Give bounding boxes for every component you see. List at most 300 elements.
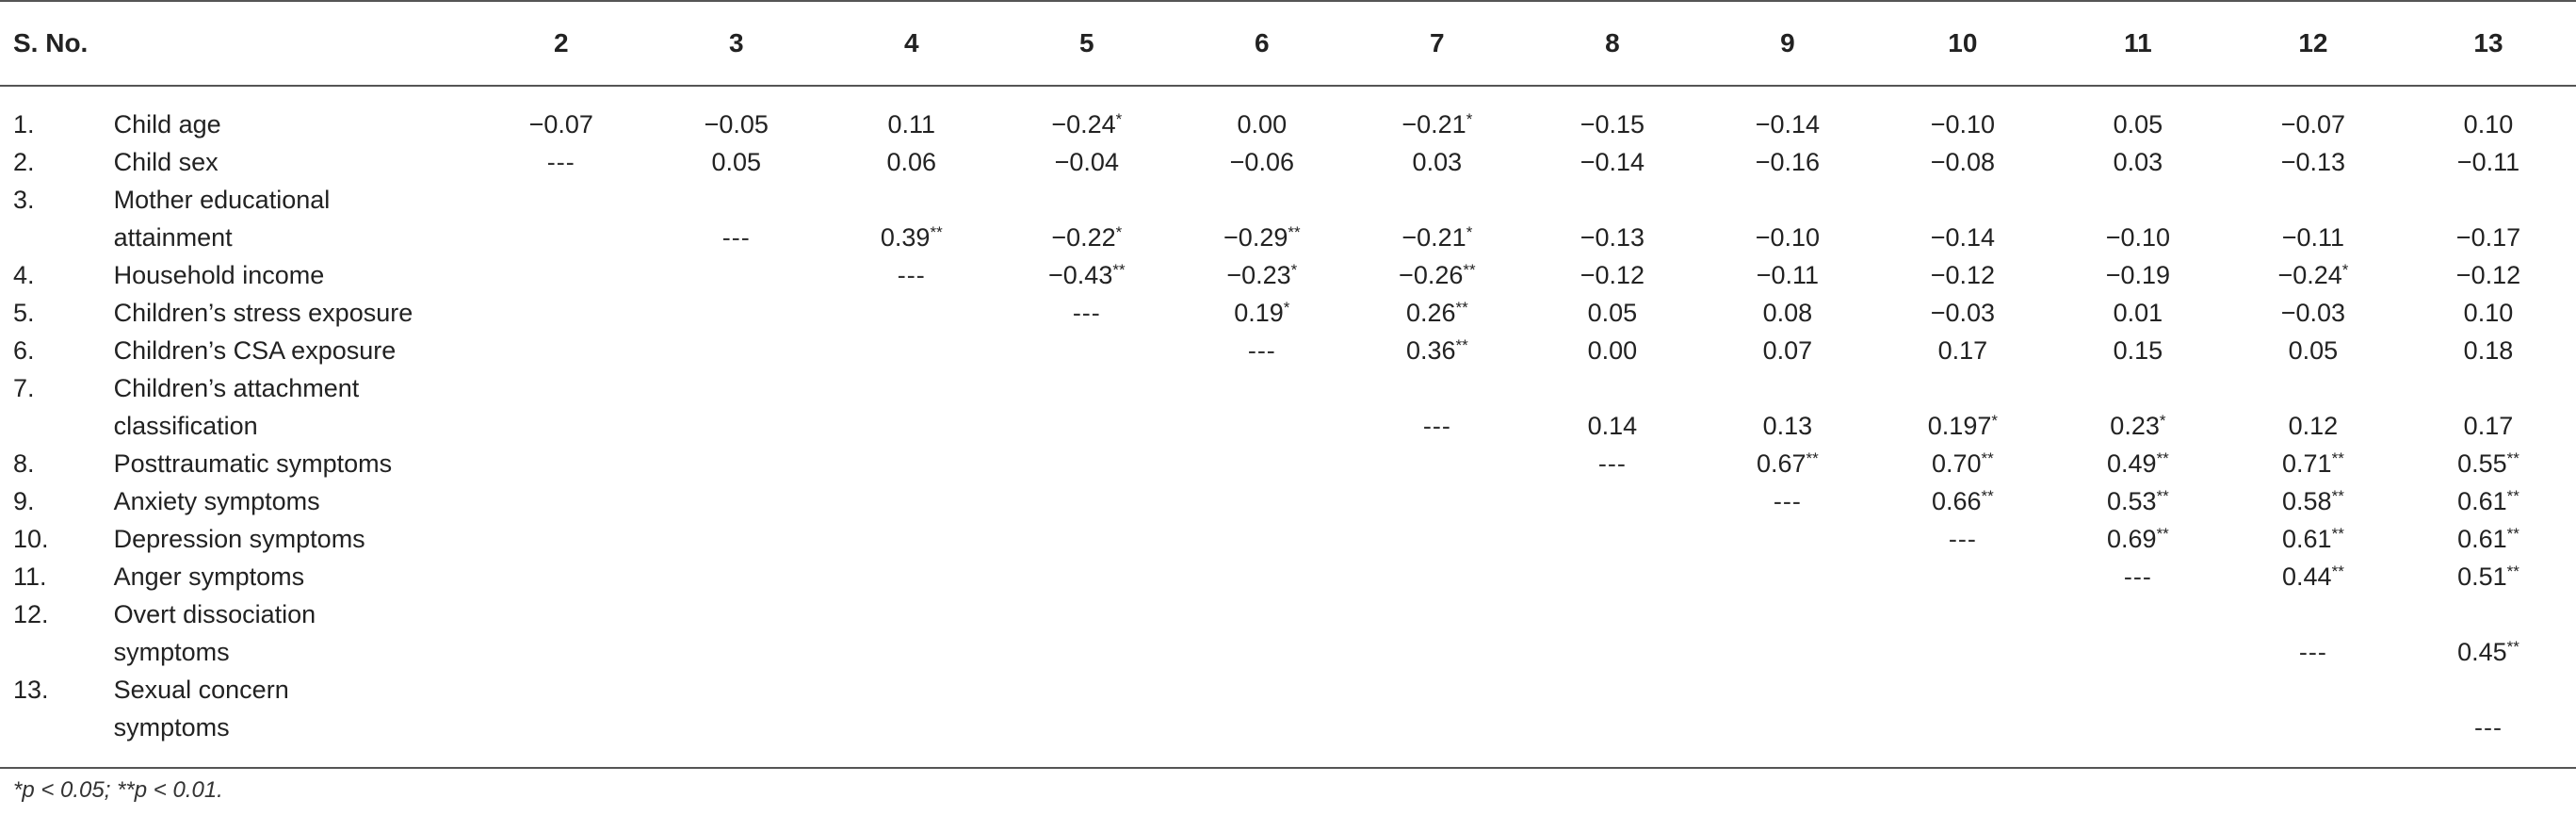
empty-cell bbox=[999, 595, 1175, 633]
empty-cell bbox=[649, 407, 824, 445]
empty-cell bbox=[1700, 181, 1875, 219]
spacer-cell bbox=[0, 86, 2576, 106]
diagonal-dash: --- bbox=[897, 261, 926, 289]
empty-cell bbox=[1175, 407, 1350, 445]
row-number: 3. bbox=[13, 186, 35, 214]
row-number: 13. bbox=[13, 676, 49, 704]
row-variable-label: Depression symptoms bbox=[113, 525, 365, 553]
empty-cell bbox=[1350, 671, 1525, 709]
correlation-value bbox=[2401, 106, 2576, 143]
empty-cell bbox=[1175, 181, 1350, 219]
empty-cell bbox=[1875, 181, 2050, 219]
empty-cell bbox=[999, 709, 1175, 746]
correlation-value bbox=[1350, 219, 1525, 256]
row-variable-label: Posttraumatic symptoms bbox=[113, 449, 393, 478]
row-number bbox=[0, 633, 103, 671]
empty-cell bbox=[999, 482, 1175, 520]
empty-cell bbox=[474, 445, 649, 482]
correlation-value bbox=[1700, 106, 1875, 143]
diagonal-dash: --- bbox=[721, 223, 751, 252]
correlation-value bbox=[1700, 143, 1875, 181]
significance-marker: ** bbox=[2506, 487, 2519, 505]
significance-marker: * bbox=[1466, 223, 1473, 241]
empty-cell bbox=[2401, 369, 2576, 407]
value-number: −0.10 bbox=[1755, 223, 1821, 252]
correlation-value bbox=[1525, 332, 1700, 369]
empty-cell bbox=[474, 369, 649, 407]
value-number: −0.03 bbox=[1930, 299, 1996, 327]
value-number: −0.17 bbox=[2455, 223, 2521, 252]
table-row bbox=[0, 407, 2576, 445]
row-number: 9. bbox=[13, 487, 35, 515]
significance-marker: ** bbox=[1981, 487, 1994, 505]
value-number: 0.61 bbox=[2457, 487, 2507, 515]
empty-cell bbox=[824, 181, 999, 219]
row-variable-label: Children’s CSA exposure bbox=[113, 336, 397, 365]
correlation-value bbox=[1700, 407, 1875, 445]
empty-cell bbox=[1875, 595, 2050, 633]
empty-cell bbox=[474, 671, 649, 709]
diagonal-dash: --- bbox=[2298, 638, 2327, 666]
value-number: −0.13 bbox=[2280, 148, 2346, 176]
value-number: −0.16 bbox=[1755, 148, 1821, 176]
empty-cell bbox=[999, 633, 1175, 671]
significance-marker: ** bbox=[2506, 525, 2519, 543]
value-number: 0.17 bbox=[2463, 412, 2514, 440]
correlation-value bbox=[649, 143, 824, 181]
significance-marker: ** bbox=[2506, 449, 2519, 467]
empty-cell bbox=[1175, 558, 1350, 595]
empty-cell bbox=[649, 595, 824, 633]
empty-cell bbox=[999, 520, 1175, 558]
empty-cell bbox=[1525, 520, 1700, 558]
row-number: 8. bbox=[13, 449, 35, 478]
significance-marker: ** bbox=[1112, 261, 1126, 279]
correlation-value bbox=[1350, 143, 1525, 181]
empty-cell bbox=[1350, 369, 1525, 407]
value-number: 0.26 bbox=[1405, 299, 1456, 327]
empty-cell bbox=[824, 595, 999, 633]
header-col: 8 bbox=[1525, 1, 1700, 86]
correlation-value bbox=[2050, 332, 2226, 369]
empty-cell bbox=[1525, 671, 1700, 709]
value-number: 0.06 bbox=[886, 148, 937, 176]
row-number: 6. bbox=[13, 336, 35, 365]
empty-cell bbox=[1525, 181, 1700, 219]
empty-cell bbox=[649, 256, 824, 294]
empty-cell bbox=[2401, 181, 2576, 219]
table-spacer-row bbox=[0, 86, 2576, 106]
value-number: 0.55 bbox=[2457, 449, 2507, 478]
row-variable-label: symptoms bbox=[113, 638, 230, 666]
value-number: −0.23 bbox=[1226, 261, 1291, 289]
empty-cell bbox=[1175, 709, 1350, 746]
correlation-value bbox=[2401, 219, 2576, 256]
empty-cell bbox=[474, 633, 649, 671]
significance-marker: ** bbox=[2156, 487, 2169, 505]
value-number: 0.51 bbox=[2457, 562, 2507, 591]
correlation-value bbox=[1875, 143, 2050, 181]
correlation-value bbox=[2226, 256, 2401, 294]
empty-cell bbox=[2401, 595, 2576, 633]
empty-cell bbox=[474, 595, 649, 633]
empty-cell bbox=[999, 181, 1175, 219]
significance-marker: ** bbox=[1981, 449, 1994, 467]
correlation-value bbox=[2050, 219, 2226, 256]
header-col: 7 bbox=[1350, 1, 1525, 86]
value-number: −0.08 bbox=[1930, 148, 1996, 176]
empty-cell bbox=[649, 445, 824, 482]
empty-cell bbox=[1175, 671, 1350, 709]
value-number: 0.17 bbox=[1937, 336, 1988, 365]
empty-cell bbox=[1700, 520, 1875, 558]
row-number: 11. bbox=[13, 562, 47, 591]
correlation-value bbox=[1875, 106, 2050, 143]
significance-marker: ** bbox=[1463, 261, 1476, 279]
diagonal-dash: --- bbox=[1422, 412, 1451, 440]
empty-cell bbox=[649, 671, 824, 709]
table-row bbox=[0, 369, 2576, 407]
empty-cell bbox=[2226, 709, 2401, 746]
row-variable-label: Child sex bbox=[113, 148, 219, 176]
table-bottom-rule bbox=[0, 746, 2576, 768]
empty-cell bbox=[824, 709, 999, 746]
correlation-value bbox=[999, 256, 1175, 294]
value-number: −0.07 bbox=[2280, 110, 2346, 139]
row-variable-label: attainment bbox=[113, 223, 233, 252]
diagonal-dash: --- bbox=[2123, 562, 2152, 591]
empty-cell bbox=[649, 520, 824, 558]
header-col: 13 bbox=[2401, 1, 2576, 86]
empty-cell bbox=[1350, 181, 1525, 219]
correlation-value bbox=[1700, 332, 1875, 369]
empty-cell bbox=[2050, 709, 2226, 746]
correlation-value bbox=[2401, 143, 2576, 181]
correlation-value bbox=[1350, 106, 1525, 143]
correlation-value bbox=[2401, 482, 2576, 520]
value-number: −0.11 bbox=[2281, 223, 2345, 252]
value-number: −0.07 bbox=[528, 110, 593, 139]
row-number bbox=[0, 407, 103, 445]
significance-marker: * bbox=[1283, 299, 1290, 317]
significance-marker: ** bbox=[1288, 223, 1301, 241]
correlation-value bbox=[1175, 106, 1350, 143]
empty-cell bbox=[1175, 595, 1350, 633]
empty-cell bbox=[2401, 671, 2576, 709]
diagonal-dash: --- bbox=[1247, 336, 1276, 365]
empty-cell bbox=[999, 558, 1175, 595]
row-variable-label: Anger symptoms bbox=[113, 562, 305, 591]
correlation-value bbox=[1875, 256, 2050, 294]
empty-cell bbox=[1875, 558, 2050, 595]
correlation-value bbox=[2050, 143, 2226, 181]
value-number: 0.71 bbox=[2282, 449, 2332, 478]
value-number: −0.24 bbox=[1051, 110, 1116, 139]
table-row bbox=[0, 520, 2576, 558]
correlation-value bbox=[2226, 520, 2401, 558]
empty-cell bbox=[649, 294, 824, 332]
header-col: 5 bbox=[999, 1, 1175, 86]
correlation-value bbox=[2050, 445, 2226, 482]
value-number: −0.11 bbox=[2456, 148, 2520, 176]
empty-cell bbox=[474, 256, 649, 294]
table-row bbox=[0, 558, 2576, 595]
correlation-value bbox=[2226, 445, 2401, 482]
value-number: −0.24 bbox=[2277, 261, 2342, 289]
row-variable-label: Overt dissociation bbox=[113, 600, 316, 628]
correlation-value bbox=[2401, 407, 2576, 445]
empty-cell bbox=[649, 558, 824, 595]
value-number: 0.67 bbox=[1756, 449, 1806, 478]
empty-cell bbox=[474, 181, 649, 219]
table-row bbox=[0, 106, 2576, 143]
value-number: 0.197 bbox=[1927, 412, 1992, 440]
correlation-value bbox=[1700, 219, 1875, 256]
empty-cell bbox=[474, 482, 649, 520]
row-number: 12. bbox=[13, 600, 49, 628]
table-row bbox=[0, 633, 2576, 671]
significance-marker: * bbox=[1290, 261, 1298, 279]
correlation-value bbox=[1350, 256, 1525, 294]
correlation-value bbox=[2401, 520, 2576, 558]
empty-cell bbox=[2050, 595, 2226, 633]
empty-cell bbox=[824, 407, 999, 445]
correlation-value bbox=[2401, 332, 2576, 369]
correlation-value bbox=[1525, 219, 1700, 256]
correlation-value bbox=[2226, 482, 2401, 520]
significance-marker: * bbox=[2341, 261, 2349, 279]
value-number: 0.66 bbox=[1931, 487, 1982, 515]
empty-cell bbox=[1175, 445, 1350, 482]
empty-cell bbox=[824, 558, 999, 595]
empty-cell bbox=[1525, 709, 1700, 746]
empty-cell bbox=[1175, 482, 1350, 520]
table-header-row bbox=[0, 1, 2576, 86]
row-variable-label: Children’s stress exposure bbox=[113, 299, 413, 327]
empty-cell bbox=[824, 633, 999, 671]
table-row bbox=[0, 143, 2576, 181]
correlation-value bbox=[1875, 445, 2050, 482]
table-footnote: *p < 0.05; **p < 0.01. bbox=[13, 777, 223, 803]
correlation-value bbox=[2401, 633, 2576, 671]
value-number: −0.43 bbox=[1048, 261, 1113, 289]
row-number: 1. bbox=[13, 110, 35, 139]
value-number: −0.13 bbox=[1580, 223, 1645, 252]
significance-marker: ** bbox=[2156, 449, 2169, 467]
significance-marker: ** bbox=[2506, 562, 2519, 580]
value-number: 0.07 bbox=[1762, 336, 1813, 365]
empty-cell bbox=[1875, 709, 2050, 746]
value-number: 0.05 bbox=[2113, 110, 2163, 139]
table-row bbox=[0, 181, 2576, 219]
header-col: 10 bbox=[1875, 1, 2050, 86]
value-number: −0.05 bbox=[704, 110, 769, 139]
row-number bbox=[0, 219, 103, 256]
value-number: 0.05 bbox=[1587, 299, 1638, 327]
correlation-value bbox=[2226, 407, 2401, 445]
correlation-value bbox=[824, 106, 999, 143]
empty-cell bbox=[2226, 595, 2401, 633]
row-variable-label: symptoms bbox=[113, 713, 230, 742]
empty-cell bbox=[2226, 369, 2401, 407]
correlation-value bbox=[1525, 143, 1700, 181]
value-number: −0.11 bbox=[1756, 261, 1820, 289]
correlation-value bbox=[2401, 294, 2576, 332]
row-number: 2. bbox=[13, 148, 35, 176]
row-variable-label: Children’s attachment bbox=[113, 374, 360, 402]
correlation-value bbox=[999, 143, 1175, 181]
empty-cell bbox=[999, 445, 1175, 482]
correlation-value bbox=[2401, 256, 2576, 294]
empty-cell bbox=[1350, 633, 1525, 671]
correlation-value bbox=[999, 219, 1175, 256]
diagonal-dash: --- bbox=[2473, 713, 2503, 742]
correlation-value bbox=[2226, 332, 2401, 369]
correlation-value bbox=[1350, 294, 1525, 332]
correlation-value bbox=[2401, 445, 2576, 482]
value-number: 0.03 bbox=[1412, 148, 1463, 176]
correlation-value bbox=[2050, 256, 2226, 294]
value-number: 0.05 bbox=[2288, 336, 2339, 365]
empty-cell bbox=[1350, 445, 1525, 482]
value-number: 0.23 bbox=[2110, 412, 2160, 440]
value-number: 0.05 bbox=[711, 148, 762, 176]
value-number: 0.58 bbox=[2282, 487, 2332, 515]
diagonal-dash: --- bbox=[1773, 487, 1802, 515]
value-number: 0.69 bbox=[2107, 525, 2157, 553]
value-number: 0.01 bbox=[2113, 299, 2163, 327]
empty-cell bbox=[1875, 369, 2050, 407]
significance-marker: ** bbox=[2331, 525, 2344, 543]
empty-cell bbox=[1175, 369, 1350, 407]
value-number: −0.29 bbox=[1223, 223, 1288, 252]
empty-cell bbox=[2050, 633, 2226, 671]
value-number: −0.14 bbox=[1930, 223, 1996, 252]
value-number: 0.08 bbox=[1762, 299, 1813, 327]
table-row bbox=[0, 709, 2576, 746]
correlation-value bbox=[2050, 106, 2226, 143]
header-col: 6 bbox=[1175, 1, 1350, 86]
empty-cell bbox=[1700, 595, 1875, 633]
header-col: 2 bbox=[474, 1, 649, 86]
empty-cell bbox=[649, 332, 824, 369]
significance-marker: * bbox=[2159, 412, 2166, 430]
empty-cell bbox=[1700, 558, 1875, 595]
correlation-value bbox=[1700, 256, 1875, 294]
table-row bbox=[0, 595, 2576, 633]
table-row bbox=[0, 219, 2576, 256]
value-number: 0.45 bbox=[2457, 638, 2507, 666]
value-number: −0.22 bbox=[1051, 223, 1116, 252]
header-sno: S. No. bbox=[0, 1, 474, 86]
empty-cell bbox=[474, 407, 649, 445]
correlation-value bbox=[2226, 558, 2401, 595]
correlation-value bbox=[2226, 219, 2401, 256]
correlation-value bbox=[1175, 219, 1350, 256]
empty-cell bbox=[1175, 520, 1350, 558]
value-number: −0.21 bbox=[1401, 110, 1466, 139]
correlation-value bbox=[474, 106, 649, 143]
table-row bbox=[0, 445, 2576, 482]
value-number: 0.39 bbox=[880, 223, 931, 252]
value-number: −0.14 bbox=[1755, 110, 1821, 139]
correlation-value bbox=[649, 106, 824, 143]
header-col: 12 bbox=[2226, 1, 2401, 86]
empty-cell bbox=[649, 633, 824, 671]
empty-cell bbox=[1700, 709, 1875, 746]
empty-cell bbox=[649, 709, 824, 746]
empty-cell bbox=[999, 407, 1175, 445]
correlation-value bbox=[2226, 294, 2401, 332]
correlation-value bbox=[1875, 407, 2050, 445]
correlation-value bbox=[2050, 294, 2226, 332]
value-number: −0.10 bbox=[2105, 223, 2171, 252]
row-variable-label: Mother educational bbox=[113, 186, 331, 214]
diagonal-dash: --- bbox=[1072, 299, 1101, 327]
empty-cell bbox=[1700, 671, 1875, 709]
empty-cell bbox=[1525, 482, 1700, 520]
correlation-value bbox=[1875, 482, 2050, 520]
empty-cell bbox=[474, 332, 649, 369]
significance-marker: * bbox=[1115, 110, 1123, 128]
empty-cell bbox=[2050, 671, 2226, 709]
significance-marker: ** bbox=[2506, 638, 2519, 656]
value-number: 0.36 bbox=[1405, 336, 1456, 365]
empty-cell bbox=[999, 671, 1175, 709]
value-number: 0.70 bbox=[1931, 449, 1982, 478]
value-number: −0.06 bbox=[1229, 148, 1294, 176]
value-number: 0.13 bbox=[1762, 412, 1813, 440]
empty-cell bbox=[999, 369, 1175, 407]
row-variable-label: Sexual concern bbox=[113, 676, 289, 704]
empty-cell bbox=[1875, 671, 2050, 709]
empty-cell bbox=[1525, 369, 1700, 407]
table-row bbox=[0, 671, 2576, 709]
correlation-value bbox=[1875, 219, 2050, 256]
row-variable-label: classification bbox=[113, 412, 258, 440]
empty-cell bbox=[474, 709, 649, 746]
empty-cell bbox=[2226, 181, 2401, 219]
row-variable-label: Child age bbox=[113, 110, 221, 139]
value-number: −0.26 bbox=[1399, 261, 1464, 289]
correlation-value bbox=[1525, 407, 1700, 445]
empty-cell bbox=[824, 445, 999, 482]
empty-cell bbox=[649, 369, 824, 407]
empty-cell bbox=[824, 482, 999, 520]
diagonal-dash: --- bbox=[1597, 449, 1627, 478]
table-body bbox=[0, 86, 2576, 768]
value-number: 0.49 bbox=[2107, 449, 2157, 478]
value-number: 0.12 bbox=[2288, 412, 2339, 440]
value-number: −0.12 bbox=[1580, 261, 1645, 289]
row-variable-label: Anxiety symptoms bbox=[113, 487, 320, 515]
empty-cell bbox=[1700, 369, 1875, 407]
correlation-value bbox=[2226, 106, 2401, 143]
value-number: −0.10 bbox=[1930, 110, 1996, 139]
table-row bbox=[0, 256, 2576, 294]
empty-cell bbox=[1525, 595, 1700, 633]
empty-cell bbox=[999, 332, 1175, 369]
value-number: 0.00 bbox=[1587, 336, 1638, 365]
value-number: 0.14 bbox=[1587, 412, 1638, 440]
correlation-value bbox=[1700, 294, 1875, 332]
spacer-cell bbox=[0, 746, 2576, 768]
header-col: 11 bbox=[2050, 1, 2226, 86]
value-number: 0.18 bbox=[2463, 336, 2514, 365]
empty-cell bbox=[824, 671, 999, 709]
significance-marker: * bbox=[1991, 412, 1998, 430]
value-number: −0.12 bbox=[1930, 261, 1996, 289]
